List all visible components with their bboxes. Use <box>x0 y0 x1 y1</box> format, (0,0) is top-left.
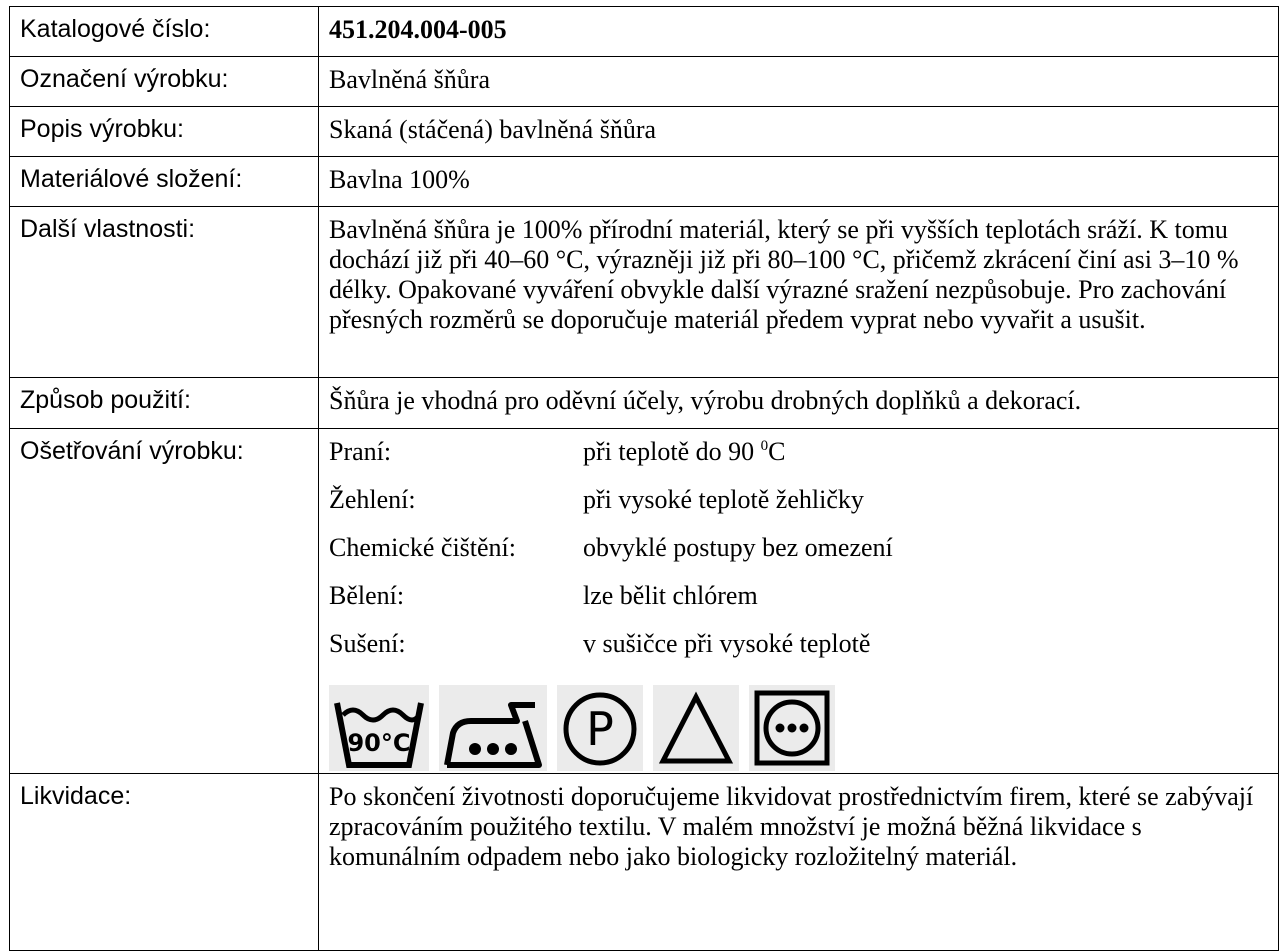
table-row <box>10 157 1279 207</box>
product-name: Bavlněná šňůra <box>319 57 1279 107</box>
product-description: Skaná (stáčená) bavlněná šňůra <box>319 107 1279 157</box>
disposal: Po skončení životnosti doporučujeme likvidovat prostřednictvím firem, které se zabývají zpracováním použitého textilu. V malém množství je možná běžná likvidace s komunálním odpadem nebo jako biologicky rozložitelný materiál. <box>319 774 1279 951</box>
care-ironing <box>329 485 1268 533</box>
row-label: Likvidace: <box>10 774 319 951</box>
bleach-triangle-icon <box>653 685 739 771</box>
row-label: Popis výrobku: <box>10 107 319 157</box>
care-value <box>583 437 785 467</box>
table-row <box>10 7 1279 57</box>
care-bleaching <box>329 581 1268 629</box>
row-label: Způsob použití: <box>10 378 319 429</box>
table-row <box>10 378 1279 429</box>
usage: Šňůra je vhodná pro oděvní účely, výrobu drobných doplňků a dekorací. <box>319 378 1279 429</box>
care-name: Bělení: <box>329 581 405 610</box>
dry-clean-p-icon <box>557 685 643 771</box>
wash-temp-label: 90°C <box>347 729 411 757</box>
catalog-number: 451.204.004-005 <box>319 7 1279 57</box>
table-row <box>10 107 1279 157</box>
care-name: Sušení: <box>329 629 406 658</box>
care-value: obvyklé postupy bez omezení <box>583 533 893 562</box>
care-name: Praní: <box>329 437 392 466</box>
other-properties: Bavlněná šňůra je 100% přírodní materiál, který se při vyšších teplotách sráží. K tomu dochází již při 40–60 °C, výrazněji již při 80–100 °C, přičemž zkrácení činí asi 3–10 % délky. Opakované vyváření obvykle další výrazné sražení nezpůsobuje. Pro zachování přesných rozměrů se doporučuje materiál předem vyprat nebo vyvařit a usušit. <box>319 207 1279 378</box>
care-value-unit: C <box>768 437 786 466</box>
table-row <box>10 207 1279 378</box>
care-name: Žehlení: <box>329 485 416 514</box>
care-value: lze bělit chlórem <box>583 581 758 610</box>
table-row <box>10 774 1279 951</box>
iron-high-icon <box>439 685 547 771</box>
care-value: při vysoké teplotě žehličky <box>583 485 864 514</box>
row-label: Další vlastnosti: <box>10 207 319 378</box>
tumble-dry-high-icon <box>749 685 835 771</box>
care-value: v sušičce při vysoké teplotě <box>583 629 871 658</box>
table-row <box>10 429 1279 774</box>
care-name: Chemické čištění: <box>329 533 517 562</box>
dry-clean-letter: P <box>586 702 614 756</box>
product-spec-table <box>9 6 1279 951</box>
care-dry-cleaning <box>329 533 1268 581</box>
row-label: Katalogové číslo: <box>10 7 319 57</box>
care-drying <box>329 629 1268 677</box>
care-instructions <box>319 429 1279 774</box>
care-symbols <box>329 683 1268 773</box>
wash-90-icon <box>329 685 429 771</box>
row-label: Ošetřování výrobku: <box>10 429 319 774</box>
row-label: Materiálové složení: <box>10 157 319 207</box>
material-composition: Bavlna 100% <box>319 157 1279 207</box>
table-row <box>10 57 1279 107</box>
care-washing <box>329 437 1268 485</box>
care-value-sup: 0 <box>760 438 769 454</box>
row-label: Označení výrobku: <box>10 57 319 107</box>
care-value-text: při teplotě do 90 <box>583 437 761 466</box>
